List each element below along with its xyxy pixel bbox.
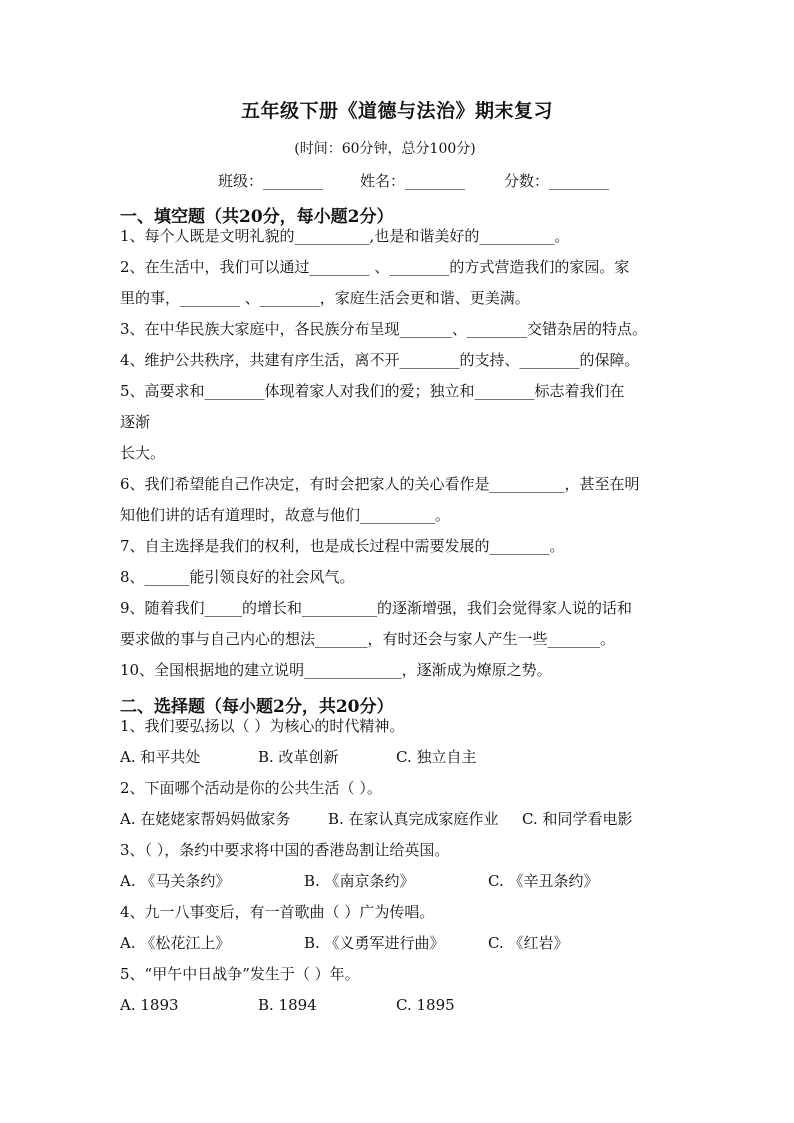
name-blank: ________	[405, 172, 466, 190]
score-label: 分数：	[504, 172, 550, 190]
name-field[interactable]	[360, 170, 465, 191]
option-b[interactable]: B. 《义勇军进行曲》	[304, 934, 445, 952]
option-a[interactable]: A. 1893	[120, 996, 179, 1014]
fill-in-line: 4、维护公共秩序，共建有序生活，离不开________的支持、________的保障。	[120, 351, 640, 369]
choice-question: 5、“甲午中日战争”发生于（ ）年。	[120, 965, 360, 983]
fill-in-line: 2、在生活中，我们可以通过________ 、________的方式营造我们的家园。家	[120, 258, 630, 276]
fill-in-line: 要求做的事与自己内心的想法_______，有时还会与家人产生一些_______。	[120, 630, 616, 648]
score-field[interactable]	[504, 170, 609, 191]
name-label: 姓名：	[360, 172, 406, 190]
choice-question: 4、九一八事变后，有一首歌曲（ ）广为传唱。	[120, 903, 435, 921]
option-a[interactable]: A. 和平共处	[120, 748, 201, 766]
exam-time-note: (时间：60分钟，总分100分)	[294, 141, 476, 157]
option-b[interactable]: B. 《南京条约》	[304, 872, 415, 890]
option-c[interactable]: C. 1895	[396, 996, 455, 1014]
class-label: 班级：	[218, 172, 264, 190]
fill-in-line: 1、每个人既是文明礼貌的__________,也是和谐美好的__________。	[120, 227, 570, 245]
fill-in-line: 10、全国根据地的建立说明_____________，逐渐成为燎原之势。	[120, 661, 552, 679]
section-fill-in-heading: 一、填空题（共20分，每小题2分）	[120, 207, 394, 227]
option-a[interactable]: A. 《马关条约》	[120, 872, 231, 890]
option-b[interactable]: B. 在家认真完成家庭作业	[328, 810, 499, 828]
option-a[interactable]: A. 《松花江上》	[120, 934, 231, 952]
score-blank: ________	[549, 172, 610, 190]
fill-in-line: 9、随着我们_____的增长和__________的逐渐增强，我们会觉得家人说的话和	[120, 599, 633, 617]
option-a[interactable]: A. 在姥姥家帮妈妈做家务	[120, 810, 291, 828]
class-field[interactable]	[218, 170, 323, 191]
fill-in-line: 5、高要求和________体现着家人对我们的爱；独立和________标志着我们在	[120, 382, 625, 400]
page-title: 五年级下册《道德与法治》期末复习	[240, 100, 553, 122]
fill-in-line: 8、______能引领良好的社会风气。	[120, 568, 355, 586]
class-blank: ________	[263, 172, 324, 190]
option-c[interactable]: C. 独立自主	[396, 748, 477, 766]
fill-in-line: 里的事，________ 、________，家庭生活会更和谐、更美满。	[120, 289, 530, 307]
fill-in-line: 逐渐	[120, 413, 151, 431]
section-choice-heading: 二、选择题（每小题2分，共20分）	[120, 697, 394, 717]
fill-in-line: 7、自主选择是我们的权利，也是成长过程中需要发展的________。	[120, 537, 565, 555]
fill-in-line: 3、在中华民族大家庭中，各民族分布呈现_______、________交错杂居的特点。	[120, 320, 648, 338]
fill-in-line: 知他们讲的话有道理时，故意与他们__________。	[120, 506, 451, 524]
fill-in-line: 长大。	[120, 444, 166, 462]
option-b[interactable]: B. 1894	[258, 996, 317, 1014]
option-c[interactable]: C. 和同学看电影	[522, 810, 633, 828]
option-b[interactable]: B. 改革创新	[258, 748, 339, 766]
choice-question: 3、（ ），条约中要求将中国的香港岛割让给英国。	[120, 841, 450, 859]
choice-question: 2、下面哪个活动是你的公共生活（ ）。	[120, 779, 382, 797]
fill-in-line: 6、我们希望能自己作决定，有时会把家人的关心看作是__________，甚至在明	[120, 475, 640, 493]
option-c[interactable]: C. 《辛丑条约》	[488, 872, 599, 890]
option-c[interactable]: C. 《红岩》	[488, 934, 569, 952]
choice-question: 1、我们要弘扬以（ ）为核心的时代精神。	[120, 717, 405, 735]
